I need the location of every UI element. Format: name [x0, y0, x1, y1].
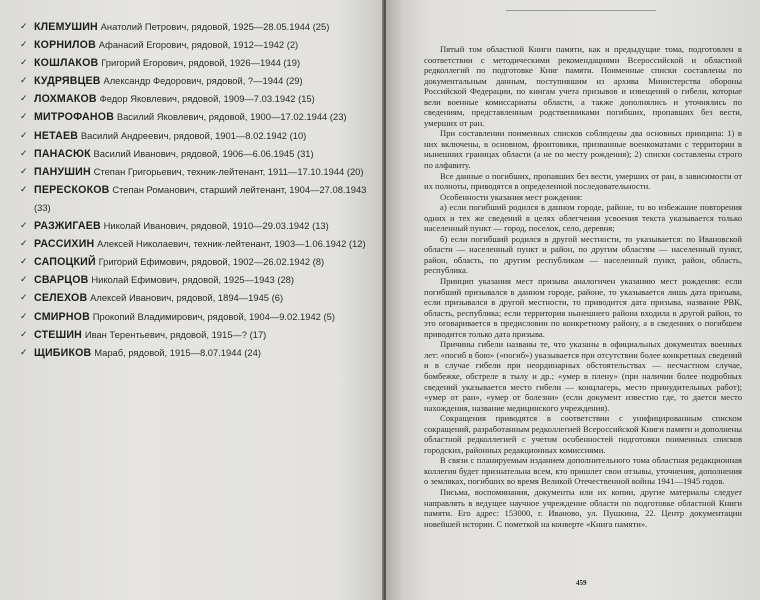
entry-details: Прокопий Владимирович, рядовой, 1904—9.02.1942 (5) [92, 310, 335, 322]
entry-details: Григорий Ефимович, рядовой, 1902—26.02.1942 (8) [98, 256, 325, 268]
paragraph: При составлении поименных списков соблюдены два основных принципа: 1) в них включены, в основном, фронтовики, призванные военкоматами с территории в нынешних границах области (а не по месту рождения); 2) списки составлены строго по алфавиту. [424, 128, 742, 171]
list-item [20, 127, 380, 145]
list-item [20, 344, 380, 362]
list-item [20, 271, 380, 289]
check-mark-icon: ✓ [20, 346, 28, 357]
list-item [20, 54, 380, 72]
entry-surname: РАССИХИН [34, 238, 95, 251]
list-item [20, 326, 380, 344]
right-page [386, 0, 760, 600]
entry-details: Анатолий Петрович, рядовой, 1925—28.05.1944 (25) [100, 21, 330, 32]
check-mark-icon: ✓ [20, 21, 28, 31]
entry-surname: МИТРОФАНОВ [34, 111, 115, 124]
check-mark-icon: ✓ [20, 238, 28, 249]
entry-surname: ПАНАСЮК [34, 147, 91, 160]
check-mark-icon: ✓ [20, 129, 28, 140]
entry-details: Алексей Николаевич, техник-лейтенант, 1903—1.06.1942 (12) [97, 238, 366, 250]
check-mark-icon: ✓ [20, 256, 28, 267]
afterword-text [424, 44, 742, 529]
paragraph: Особенности указания мест рождения: [440, 191, 583, 202]
entry-details: Александр Федорович, рядовой, ?—1944 (29) [103, 75, 303, 87]
paragraph: В связи с планируемым изданием дополнительного тома областная редакционная коллегия будет признательна всем, кто пришлет свои отзывы, уточнения, дополнения о земляках, погибших во время Великой Отечественной войны 1941—1945 годов. [424, 455, 742, 487]
entry-surname: СМИРНОВ [34, 310, 90, 323]
entry-details: Алексей Иванович, рядовой, 1894—1945 (6) [90, 292, 284, 304]
entry-details: Афанасий Егорович, рядовой, 1912—1942 (2) [98, 39, 299, 51]
entry-details: Василий Яковлевич, рядовой, 1900—17.02.1944 (23) [116, 111, 347, 123]
paragraph: а) если погибший родился в данном городе, районе, то во избежание повторения одних и тех же сведений в целях облегчения усвоения текста указывается только населенный пункт — город, поселок, село, деревня; [424, 202, 742, 234]
entry-surname: КЛЕМУШИН [34, 21, 98, 33]
entry-details: Василий Андреевич, рядовой, 1901—8.02.1942 (10) [80, 129, 307, 141]
entry-details: Степан Романович, старший лейтенант, 1904—27.08.1943 (33) [34, 183, 367, 213]
list-item [20, 253, 380, 271]
entry-surname: ЛОХМАКОВ [34, 93, 97, 106]
list-item [20, 18, 380, 36]
entry-details: Николай Ефимович, рядовой, 1925—1943 (28) [91, 274, 295, 286]
entry-surname: СТЕШИН [34, 328, 83, 341]
entry-details: Иван Терентьевич, рядовой, 1915—? (17) [84, 328, 267, 340]
entry-surname: ЩИБИКОВ [34, 346, 92, 359]
list-item [20, 235, 380, 253]
list-item [20, 308, 380, 326]
paragraph: Пятый том областной Книги памяти, как и предыдущие тома, подготовлен в соответствии с методическими рекомендациями Всероссийской и областной редколлегий по подготовке Книг памяти. Поименные списки составлены по документальным данным, поступившим из архива Министерства обороны Российской Федерации, по книгам учета призывов и извещений о гибели, которые вели военные комиссариаты области, а также дополнялись и уточнялись по сведениям, представленным родственниками погибших, пропавших без вести, умерших от ран. [424, 44, 742, 128]
check-mark-icon: ✓ [20, 328, 28, 339]
check-mark-icon: ✓ [20, 292, 28, 303]
entry-details: Николай Иванович, рядовой, 1910—29.03.1942 (13) [103, 220, 329, 232]
entry-surname: СВАРЦОВ [34, 274, 89, 287]
check-mark-icon: ✓ [20, 93, 28, 104]
entry-surname: ПАНУШИН [34, 165, 91, 178]
list-item [20, 181, 380, 217]
check-mark-icon: ✓ [20, 57, 28, 68]
gutter-shadow [386, 0, 404, 600]
list-item [20, 217, 380, 235]
paragraph: Причины гибели названы те, что указаны в официальных документах военных лет: «погиб в бою» («погиб») указывается при отсутствии более конкретных сведений и в случае гибели при неординарных обстоятельствах — несчастном случае, бомбежке, обстреле в тылу и др.; «умер в плену» (при наличии более подробных сведений указывается место гибели — концлагерь, место принудительных работ); «умер от ран», «умер от болезни» (если документ известно где, то дается место нахождения, название медицинского учреждения). [424, 339, 742, 413]
entry-details: Григорий Егорович, рядовой, 1926—1944 (19) [101, 57, 301, 69]
check-mark-icon: ✓ [20, 274, 28, 285]
check-mark-icon: ✓ [20, 310, 28, 321]
list-item [20, 163, 380, 181]
entry-surname: НЕТАЕВ [34, 129, 79, 142]
entry-surname: САПОЦКИЙ [34, 256, 96, 269]
entry-details: Мараб, рядовой, 1915—8.07.1944 (24) [94, 346, 261, 358]
entry-surname: КОШЛАКОВ [34, 57, 99, 70]
header-rule [506, 10, 656, 11]
paragraph: Все данные о погибших, пропавших без вести, умерших от ран, в зависимости от их полноты, приводятся в определенной последовательности. [424, 170, 742, 192]
entry-details: Василий Иванович, рядовой, 1906—6.06.1945 (31) [93, 147, 314, 159]
entry-surname: РАЗЖИГАЕВ [34, 220, 101, 233]
check-mark-icon: ✓ [20, 165, 28, 176]
entry-surname: КУДРЯВЦЕВ [34, 75, 101, 88]
check-mark-icon: ✓ [20, 111, 28, 122]
list-item [20, 145, 380, 163]
list-item [20, 36, 380, 54]
check-mark-icon: ✓ [20, 147, 28, 158]
paragraph: Принцип указания мест призыва аналогичен указанию мест рождения: если погибший призывался в данном городе, районе, то указывается лишь дата призыва, если призывался в другой местности, то приводится дата призыва, название РВК, область, республика; если территория нынешнего района входила в другой район, то это оговаривается в предисловии по конкретному району, а в сведениях о погибшем приводится только дата призыва. [424, 276, 742, 339]
list-item [20, 108, 380, 126]
check-mark-icon: ✓ [20, 220, 28, 231]
entry-details: Степан Григорьевич, техник-лейтенант, 1911—17.10.1944 (20) [93, 165, 364, 177]
page-number: 459 [576, 579, 587, 587]
casualty-list [20, 18, 380, 362]
check-mark-icon: ✓ [20, 75, 28, 86]
check-mark-icon: ✓ [20, 183, 28, 194]
paragraph: Сокращения приводятся в соответствии с унифицированным списком сокращений, разработанным редколлегией Всероссийской Книги памяти и дополнены областной редколлегией с учетом особенностей подготовки поименных списков городских, районных редакционных комиссиями. [424, 413, 742, 455]
entry-surname: КОРНИЛОВ [34, 39, 96, 52]
check-mark-icon: ✓ [20, 39, 28, 50]
list-item [20, 72, 380, 90]
paragraph: б) если погибший родился в другой местности, то указывается: по Ивановской области — населенный пункт и район, по другим областям — населенный пункт, район, область, по другим республикам — населенный пункт, район, область, республика. [424, 233, 742, 276]
entry-surname: СЕЛЕХОВ [34, 292, 88, 305]
entry-details: Федор Яковлевич, рядовой, 1909—7.03.1942 (15) [99, 93, 315, 105]
list-item [20, 289, 380, 307]
paragraph: Письма, воспоминания, документы или их копии, другие материалы следует направлять в ведущее научное учреждение области по подготовке областной Книги памяти. Его адрес: 153000, г. Иваново, ул. Пушкина, 22. Центр документации новейшей истории. С пометкой на конверте «Книга памяти». [424, 486, 742, 529]
list-item [20, 90, 380, 108]
entry-surname: ПЕРЕСКОКОВ [34, 183, 110, 196]
